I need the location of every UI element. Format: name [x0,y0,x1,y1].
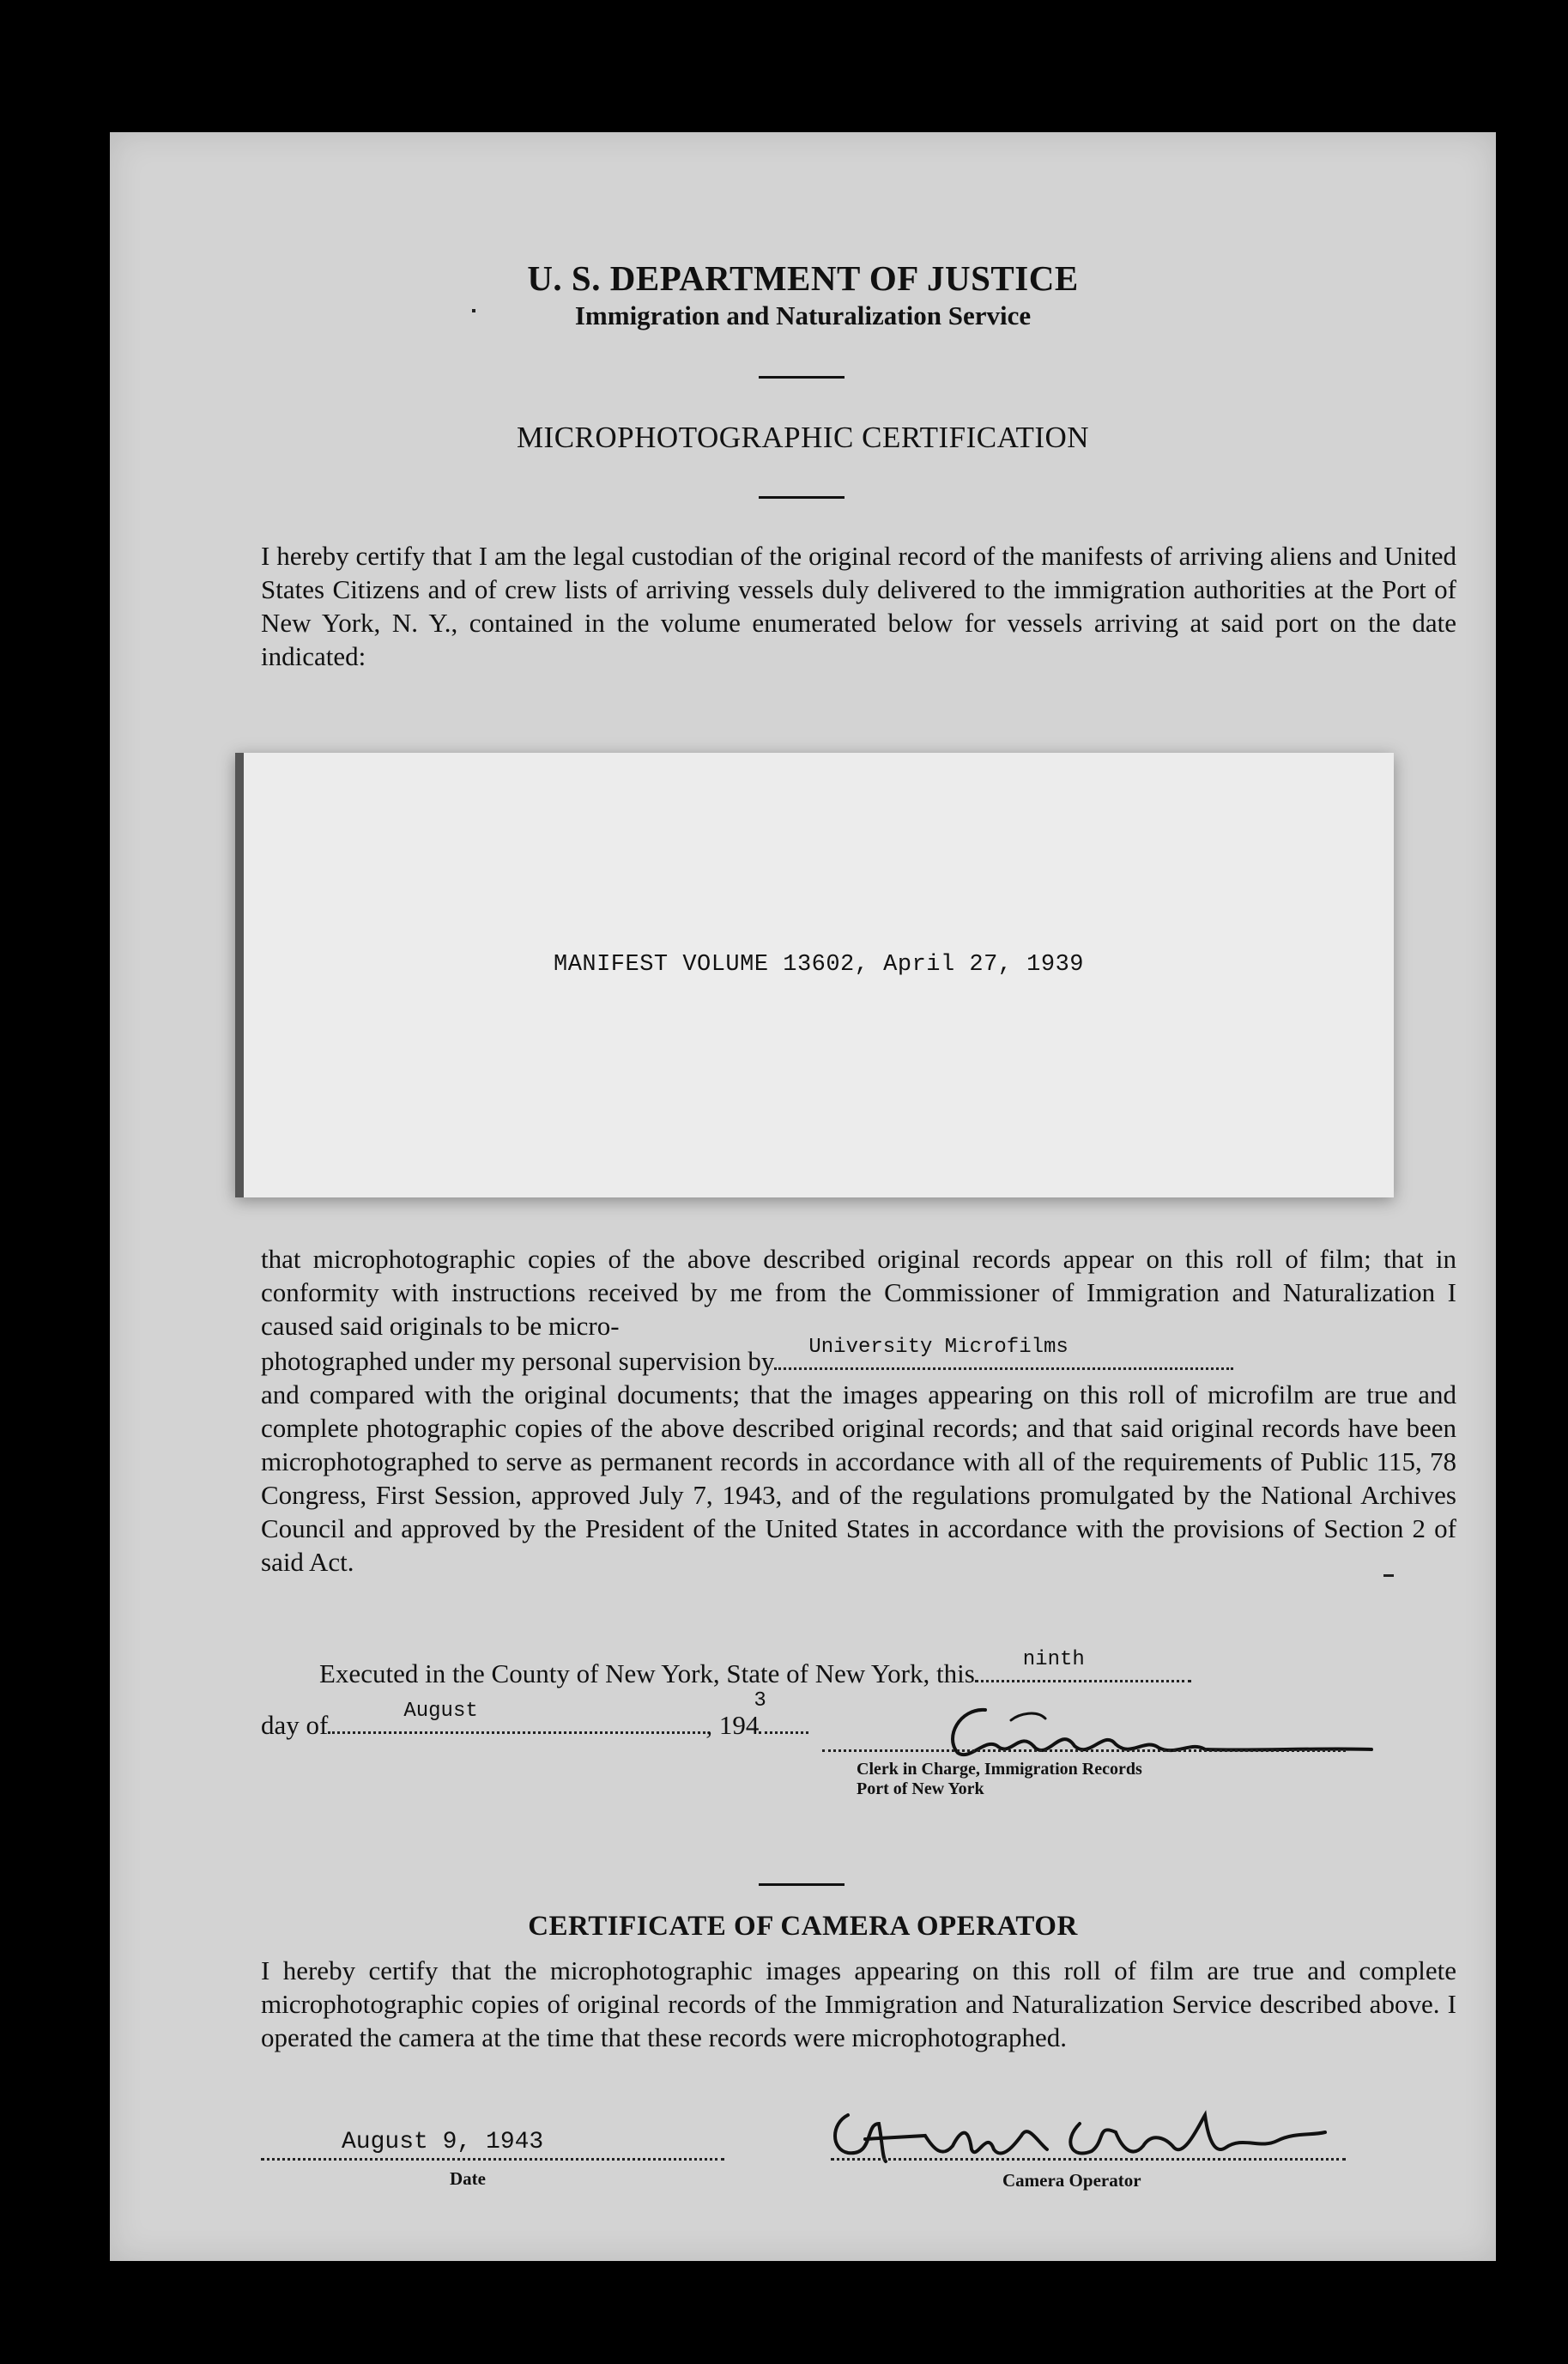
divider [759,496,845,499]
certification-title: MICROPHOTOGRAPHIC CERTIFICATION [516,421,1090,454]
margin-mark [472,309,475,312]
supervision-field [774,1336,1233,1370]
divider [759,1883,845,1886]
operator-paragraph: I hereby certify that the microphotographic images appearing on this roll of film are true and complete microphotographic copies of original records of the Immigration and Naturalization Service described above. I operated the camera at the time that these records were microphotographed. [261,1955,1456,2052]
margin-mark [1383,1574,1394,1577]
clerk-title: Clerk in Charge, Immigration Records [857,1760,1142,1779]
year-field [754,1689,808,1734]
month-field [328,1700,705,1734]
compared-paragraph: and compared with the original documents; that the images appearing on this roll of microfilm are true and complete photographic copies of the above described original records; and that said original records have been microphotographed to serve as permanent records in accordance with all of the requirements of Public 115, 78 Congress, First Session, approved July 7, 1943, and of the regulations promulgated by the National Archives Council and approved by the President of the United States in accordance with the provisions of Section 2 of said Act. [261,1379,1456,1577]
clerk-signature [891,1703,1440,1763]
year-value: 3 [754,1689,766,1712]
year-label: , 194 [705,1710,760,1740]
day-of-label: day of [261,1710,329,1740]
operator-certificate-title: CERTIFICATE OF CAMERA OPERATOR [528,1911,1078,1942]
month-value: August [403,1700,478,1723]
department-heading: U. S. DEPARTMENT OF JUSTICE [527,258,1079,298]
supervision-label: photographed under my personal supervision by [261,1346,775,1376]
operator-signature-line [831,2158,1346,2161]
executed-day-value: ninth [1022,1648,1085,1671]
operator-signature [796,2098,1329,2175]
custodian-paragraph: I hereby certify that I am the legal custodian of the original record of the manifests of arriving aliens and United States Citizens and of crew lists of arriving vessels duly delivered to the immigration authorities at the Port of New York, N. Y., contained in the volume enumerated below for vessels arriving at said port on the date indicated: [261,541,1456,671]
supervision-value: University Microfilms [808,1336,1069,1359]
date-value: August 9, 1943 [342,2129,544,2155]
clerk-location: Port of New York [857,1779,984,1798]
certificate-page [110,132,1496,2261]
volume-card [235,753,1394,1197]
service-subheading: Immigration and Naturalization Service [574,300,1032,330]
date-label: Date [450,2168,486,2189]
date-line [261,2158,724,2161]
executed-label: Executed in the County of New York, State of New York, this [319,1658,975,1688]
day-of-line [261,1689,808,1742]
divider [759,376,845,379]
operator-label: Camera Operator [1002,2170,1141,2191]
executed-day-field [975,1648,1191,1682]
volume-card-text: MANIFEST VOLUME 13602, April 27, 1939 [554,952,1084,978]
clerk-signature-line [822,1749,1346,1752]
copies-paragraph: that microphotographic copies of the above described original records appear on this roll of film; that in conformity with instructions received by me from the Commissioner of Immigration and Naturalization I caused said originals to be micro- [261,1244,1456,1341]
supervision-line [261,1336,1233,1378]
